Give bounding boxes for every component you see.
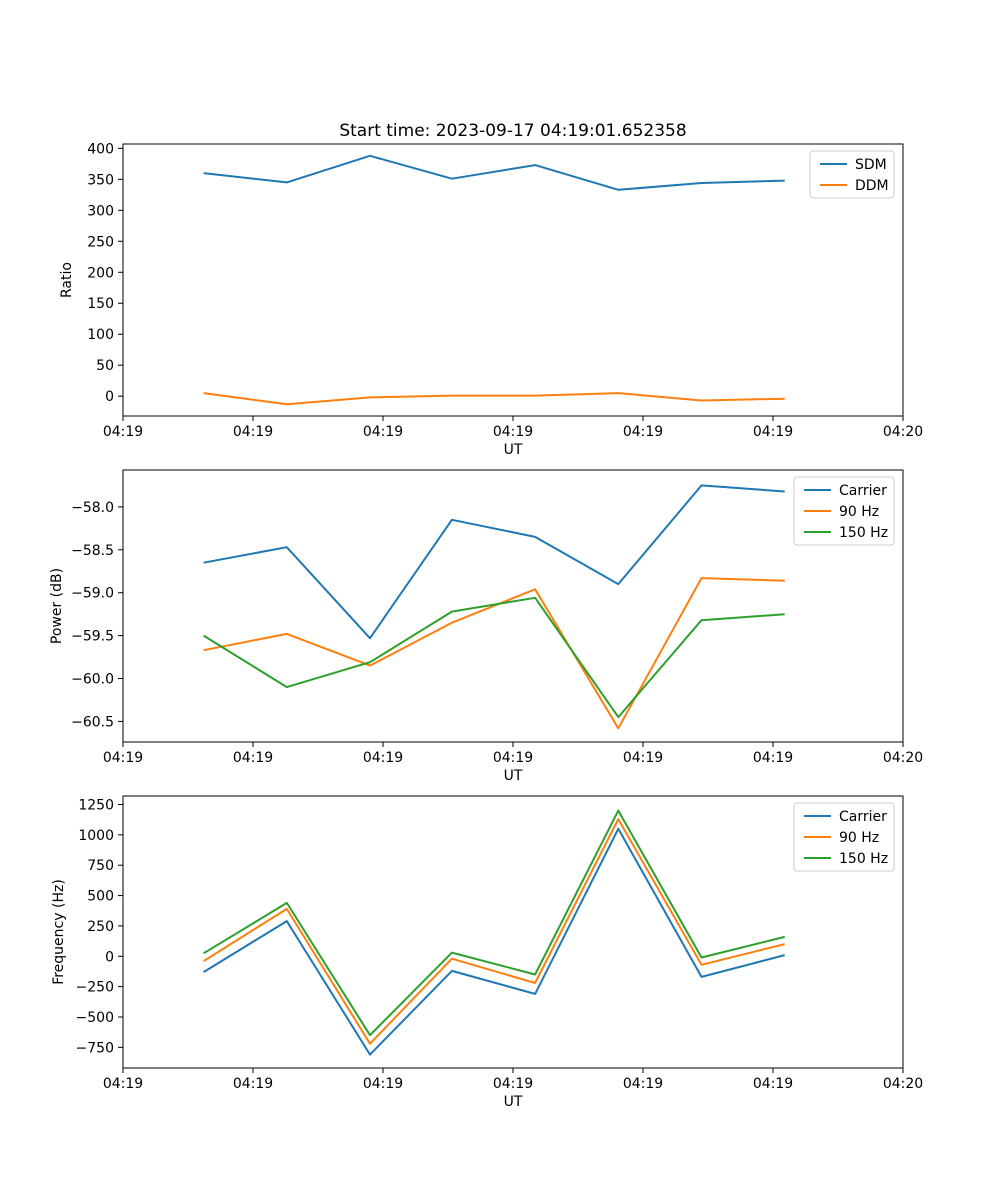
y-tick-label: 50 (96, 358, 114, 375)
series-line-90-hz (204, 819, 785, 1044)
y-tick-label: −250 (75, 979, 114, 996)
legend-label: Carrier (839, 483, 887, 499)
y-tick-label: 300 (87, 203, 114, 220)
x-tick-label: 04:19 (622, 424, 664, 440)
y-tick-label: 100 (87, 327, 114, 344)
x-tick-label: 04:19 (102, 424, 144, 440)
legend-label: 90 Hz (839, 830, 880, 846)
axes-frame (123, 470, 903, 742)
y-tick-label: −59.0 (71, 585, 114, 602)
y-tick-label: −60.5 (71, 714, 114, 731)
y-tick-label: −58.5 (71, 542, 114, 559)
x-tick-label: 04:19 (362, 1076, 404, 1092)
x-tick-label: 04:19 (232, 424, 274, 440)
x-tick-label: 04:19 (362, 750, 404, 766)
series-line-carrier (204, 485, 785, 638)
y-tick-label: −500 (75, 1010, 114, 1026)
x-tick-label: 04:19 (362, 424, 404, 440)
series-line-90-hz (204, 578, 785, 728)
x-tick-label: 04:19 (102, 1076, 144, 1092)
x-tick-label: 04:19 (622, 750, 664, 766)
y-axis-label: Power (dB) (49, 567, 65, 645)
y-tick-label: 1250 (78, 797, 114, 814)
y-tick-label: −750 (75, 1040, 114, 1057)
figure-title: Start time: 2023-09-17 04:19:01.652358 (339, 121, 687, 141)
legend-label: 150 Hz (839, 525, 889, 541)
x-tick-label: 04:19 (232, 750, 274, 766)
x-tick-label: 04:20 (882, 750, 924, 766)
x-tick-label: 04:19 (752, 1076, 794, 1092)
legend-label: SDM (855, 157, 887, 173)
legend (794, 803, 894, 871)
legend (810, 151, 894, 198)
x-tick-label: 04:19 (752, 424, 794, 440)
x-tick-label: 04:19 (492, 424, 534, 440)
x-axis-label: UT (503, 442, 523, 458)
x-tick-label: 04:19 (492, 1076, 534, 1092)
x-tick-label: 04:19 (232, 1076, 274, 1092)
x-tick-label: 04:20 (882, 1076, 924, 1092)
subplot-ratio-panel (59, 141, 923, 458)
subplot-power-panel (49, 470, 923, 784)
y-axis-label: Ratio (59, 262, 75, 298)
y-tick-label: 250 (87, 234, 114, 251)
y-tick-label: 750 (87, 858, 114, 875)
x-tick-label: 04:19 (622, 1076, 664, 1092)
y-tick-label: 250 (87, 918, 114, 935)
legend-label: Carrier (839, 809, 887, 825)
y-tick-label: −59.5 (71, 628, 114, 645)
y-tick-label: 200 (87, 265, 114, 282)
y-tick-label: 500 (87, 888, 114, 905)
x-tick-label: 04:20 (882, 424, 924, 440)
axes-frame (123, 144, 903, 416)
series-line-ddm (204, 393, 785, 404)
x-axis-label: UT (503, 1094, 523, 1110)
x-tick-label: 04:19 (752, 750, 794, 766)
series-line-sdm (204, 156, 785, 190)
y-tick-label: 1000 (78, 827, 114, 844)
y-tick-label: 400 (87, 141, 114, 158)
y-axis-label: Frequency (Hz) (51, 879, 67, 985)
series-line-carrier (204, 829, 785, 1055)
subplot-frequency-panel (51, 796, 923, 1110)
x-axis-label: UT (503, 768, 523, 784)
y-tick-label: 0 (105, 389, 114, 406)
legend-label: DDM (855, 178, 889, 194)
x-tick-label: 04:19 (492, 750, 534, 766)
legend (794, 477, 894, 545)
series-line-150-hz (204, 811, 785, 1036)
x-tick-label: 04:19 (102, 750, 144, 766)
y-tick-label: 0 (105, 949, 114, 966)
series-line-150-hz (204, 598, 785, 717)
y-tick-label: −58.0 (71, 499, 114, 516)
y-tick-label: 150 (87, 296, 114, 313)
legend-label: 150 Hz (839, 851, 889, 867)
legend-label: 90 Hz (839, 504, 880, 520)
y-tick-label: −60.0 (71, 671, 114, 688)
y-tick-label: 350 (87, 172, 114, 189)
